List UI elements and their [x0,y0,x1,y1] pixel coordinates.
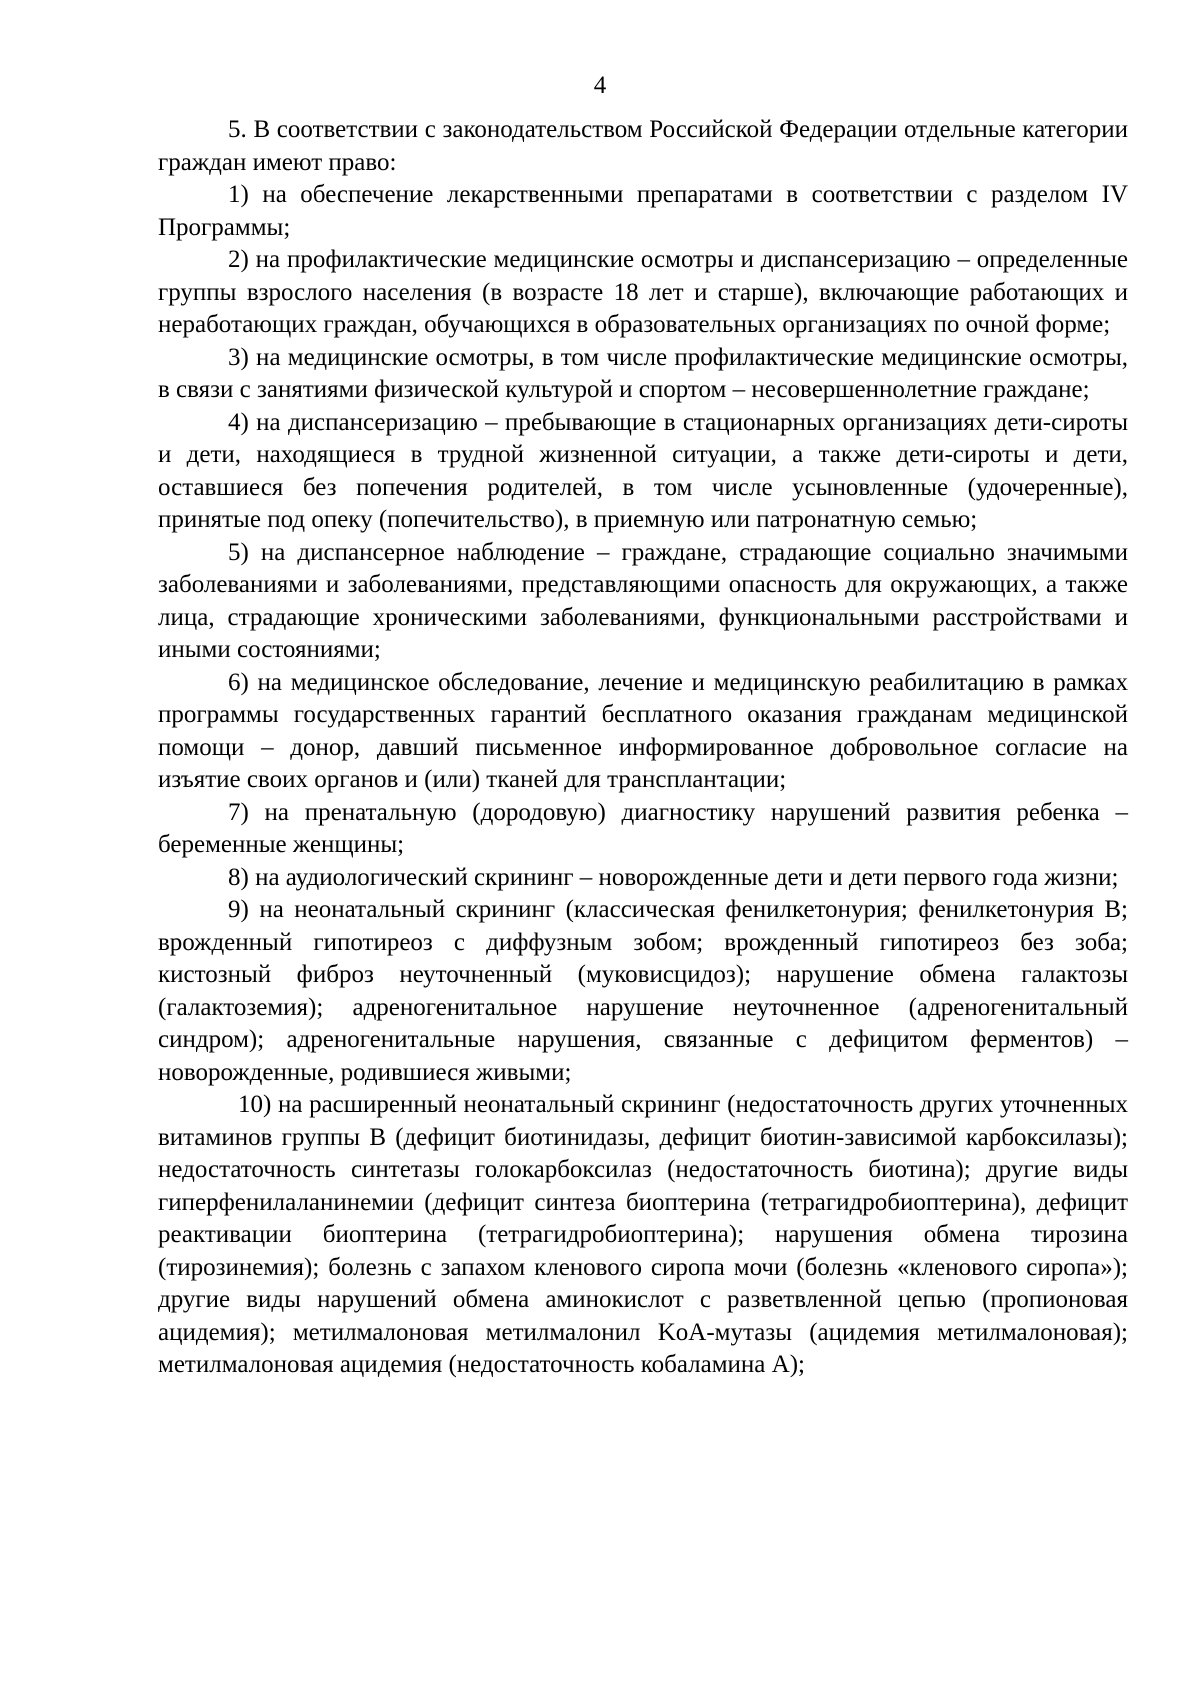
paragraph-intro: 5. В соответствии с законодательством Российской Федерации отдельные категории граждан имеют право: [158,116,1128,176]
list-item-2: 2) на профилактические медицинские осмотры и диспансеризацию – определенные группы взрослого населения (в возрасте 18 лет и старше), включающие работающих и неработающих граждан, обучающихся в образовательных организациях по очной форме; [158,246,1128,338]
list-item-6: 6) на медицинское обследование, лечение и медицинскую реабилитацию в рамках программы государственных гарантий бесплатного оказания гражданам медицинской помощи – донор, давший письменное информированное добровольное согласие на изъятие своих органов и (или) тканей для трансплантации; [158,668,1128,793]
page-number: 4 [593,72,607,99]
list-item-3: 3) на медицинские осмотры, в том числе профилактические медицинские осмотры, в связи с занятиями физической культурой и спортом – несовершеннолетние граждане; [158,343,1128,403]
list-item-8: 8) на аудиологический скрининг – новорожденные дети и дети первого года жизни; [228,863,1119,891]
list-item-7: 7) на пренатальную (дородовую) диагностику нарушений развития ребенка – беременные женщины; [158,798,1128,858]
list-item-10: 10) на расширенный неонатальный скрининг (недостаточность других уточненных витаминов группы B (дефицит биотинидазы, дефицит биотин-зависимой карбоксилазы); недостаточность синтетазы голокарбоксилаз (недостаточность биотина); другие виды гиперфенилаланинемии (дефицит синтеза биоптерина (тетрагидробиоптерина), дефицит реактивации биоптерина (тетрагидробиоптерина); нарушения обмена тирозина (тирозинемия); болезнь с запахом кленового сиропа мочи (болезнь «кленового сиропа»); другие виды нарушений обмена аминокислот с разветвленной цепью (пропионовая ацидемия); метилмалоновая метилмалонил KoA-мутазы (ацидемия метилмалоновая); метилмалоновая ацидемия (недостаточность кобаламина A); [158,1091,1128,1378]
list-item-1: 1) на обеспечение лекарственными препаратами в соответствии с разделом IV Программы; [158,181,1128,241]
document-body [158,114,1128,1382]
list-item-4: 4) на диспансеризацию – пребывающие в стационарных организациях дети-сироты и дети, находящиеся в трудной жизненной ситуации, а также дети-сироты и дети, оставшиеся без попечения родителей, в том числе усыновленные (удочеренные), принятые под опеку (попечительство), в приемную или патронатную семью; [158,408,1128,533]
list-item-9: 9) на неонатальный скрининг (классическая фенилкетонурия; фенилкетонурия B; врожденный гипотиреоз с диффузным зобом; врожденный гипотиреоз без зоба; кистозный фиброз неуточненный (муковисцидоз); нарушение обмена галактозы (галактоземия); адреногенитальное нарушение неуточненное (адреногенитальный синдром); адреногенитальные нарушения, связанные с дефицитом ферментов) – новорожденные, родившиеся живыми; [158,896,1128,1086]
list-item-5: 5) на диспансерное наблюдение – граждане, страдающие социально значимыми заболеваниями и заболеваниями, представляющими опасность для окружающих, а также лица, страдающие хроническими заболеваниями, функциональными расстройствами и иными состояниями; [158,538,1128,663]
